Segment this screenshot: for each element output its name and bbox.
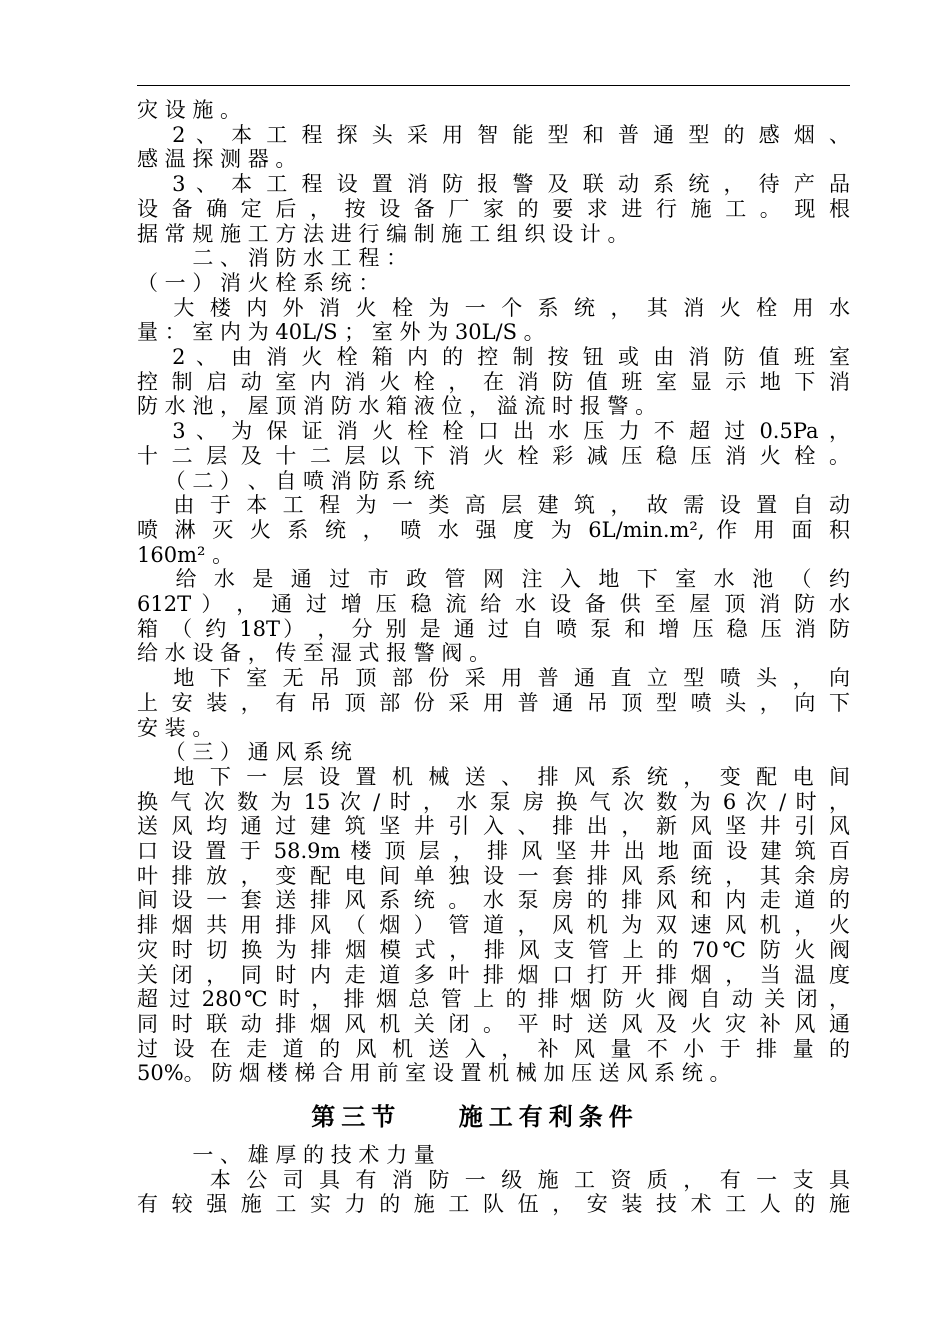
text-line: 喷 淋 灭 火 系 统 ， 喷 水 强 度 为 6L/min.m², 作 用 面 积: [137, 517, 850, 542]
text-line: 同 时 联 动 排 烟 风 机 关 闭 。 平 时 送 风 及 火 灾 补 风 通: [137, 1011, 850, 1036]
text-line: 控 制 启 动 室 内 消 火 栓 ， 在 消 防 值 班 室 显 示 地 下 消: [137, 369, 850, 394]
text-line: 50%。 防 烟 楼 梯 合 用 前 室 设 置 机 械 加 压 送 风 系 统 。: [137, 1061, 731, 1086]
text-line: 地 下 室 无 吊 顶 部 份 采 用 普 通 直 立 型 喷 头 ， 向: [137, 666, 850, 691]
text-line: 本 公 司 具 有 消 防 一 级 施 工 资 质 ， 有 一 支 具: [137, 1167, 850, 1192]
text-line: 量 ： 室 内 为 40L/S ； 室 外 为 30L/S 。: [137, 320, 545, 345]
text-line: 超 过 280℃ 时 ， 排 烟 总 管 上 的 排 烟 防 火 阀 自 动 关 闭 ，: [137, 987, 851, 1012]
text-line: 给 水 是 通 过 市 政 管 网 注 入 地 下 室 水 池 （ 约: [137, 567, 850, 592]
text-line: 由 于 本 工 程 为 一 类 高 层 建 筑 ， 故 需 设 置 自 动: [137, 493, 850, 518]
text-line: 排 烟 共 用 排 风 （ 烟 ） 管 道 ， 风 机 为 双 速 风 机 ， 火: [137, 913, 850, 938]
text-line: 612T ） ， 通 过 增 压 稳 流 给 水 设 备 供 至 屋 顶 消 防 水: [137, 592, 850, 616]
text-line: 二 、 消 防 水 工 程 ：: [137, 246, 408, 271]
header-rule: [137, 85, 850, 86]
text-line: 过 设 在 走 道 的 风 机 送 入 ， 补 风 量 不 小 于 排 量 的: [137, 1036, 850, 1061]
text-line: 灾 设 施 。: [137, 98, 242, 122]
text-line: 箱 （ 约 18T） ， 分 别 是 通 过 自 喷 泵 和 增 压 稳 压 消 防: [137, 616, 850, 641]
text-line: 大 楼 内 外 消 火 栓 为 一 个 系 统 ， 其 消 火 栓 用 水: [137, 295, 850, 320]
text-line: 灾 时 切 换 为 排 烟 模 式 ， 排 风 支 管 上 的 70℃ 防 火 阀: [137, 937, 850, 962]
text-line: 口 设 置 于 58.9m 楼 顶 层 ， 排 风 坚 井 出 地 面 设 建 筑 百: [137, 839, 850, 863]
text-line: 防 水 池 ， 屋 顶 消 防 水 箱 液 位 ， 溢 流 时 报 警 。: [137, 394, 657, 419]
text-line: 3 、 为 保 证 消 火 栓 栓 口 出 水 压 力 不 超 过 0.5Pa ，: [137, 419, 850, 444]
text-line: 十 二 层 及 十 二 层 以 下 消 火 栓 彩 减 压 稳 压 消 火 栓 。: [137, 443, 850, 468]
text-line: 一 、 雄 厚 的 技 术 力 量: [137, 1143, 435, 1167]
text-line: 送 风 均 通 过 建 筑 坚 井 引 入 、 排 出 ， 新 风 坚 井 引 风: [137, 814, 850, 839]
text-line: （ 二 ） 、 自 喷 消 防 系 统: [137, 468, 435, 493]
text-line: 2 、 本 工 程 探 头 采 用 智 能 型 和 普 通 型 的 感 烟 、: [137, 122, 850, 147]
text-line: 给 水 设 备 ， 传 至 湿 式 报 警 阀 。: [137, 641, 491, 666]
text-line: 关 闭 ， 同 时 内 走 道 多 叶 排 烟 口 打 开 排 烟 ， 当 温 度: [137, 962, 850, 987]
text-line: 160m² 。: [137, 542, 234, 567]
section-heading: 第三节 施工有利条件: [311, 1103, 639, 1131]
text-line: 换 气 次 数 为 15 次 / 时 ， 水 泵 房 换 气 次 数 为 6 次 / 时 ，: [137, 789, 850, 814]
text-line: 地 下 一 层 设 置 机 械 送 、 排 风 系 统 ， 变 配 电 间: [137, 764, 850, 789]
text-line: 2 、 由 消 火 栓 箱 内 的 控 制 按 钮 或 由 消 防 值 班 室: [137, 345, 850, 369]
text-line: 安 装 。: [137, 715, 214, 740]
text-line: 叶 排 放 ， 变 配 电 间 单 独 设 一 套 排 风 系 统 ， 其 余 房: [137, 863, 850, 888]
text-line: （ 一 ） 消 火 栓 系 统 ：: [137, 270, 380, 295]
text-line: 感 温 探 测 器 。: [137, 147, 297, 172]
text-line: 间 设 一 套 送 排 风 系 统 。 水 泵 房 的 排 风 和 内 走 道 的: [137, 888, 850, 913]
text-line: 上 安 装 ， 有 吊 顶 部 份 采 用 普 通 吊 顶 型 喷 头 ， 向 下: [137, 690, 850, 715]
text-line: 设 备 确 定 后 ， 按 设 备 厂 家 的 要 求 进 行 施 工 。 现 根: [137, 196, 850, 221]
text-line: （ 三 ） 通 风 系 统: [137, 740, 352, 765]
text-line: 据 常 规 施 工 方 法 进 行 编 制 施 工 组 织 设 计 。: [137, 221, 629, 246]
text-line: 3 、 本 工 程 设 置 消 防 报 警 及 联 动 系 统 ， 待 产 品: [137, 172, 850, 197]
text-line: 有 较 强 施 工 实 力 的 施 工 队 伍 ， 安 装 技 术 工 人 的 施: [137, 1192, 850, 1217]
